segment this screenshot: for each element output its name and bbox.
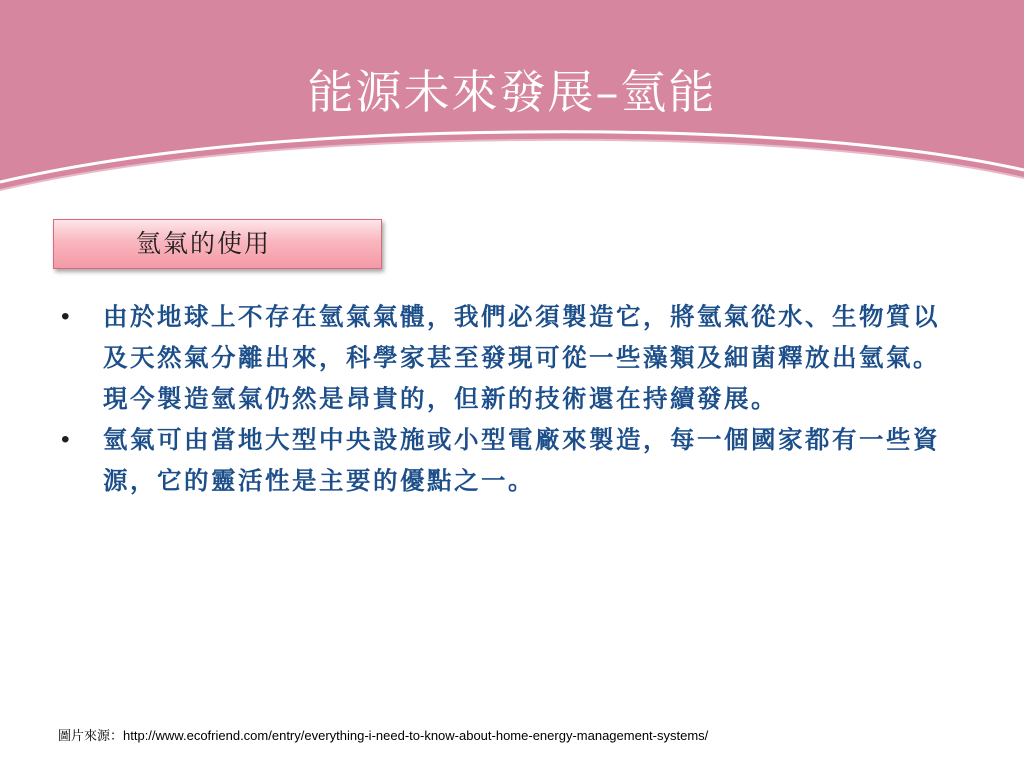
bullet-icon: • <box>61 426 73 453</box>
bullet-text: 氫氣可由當地大型中央設施或小型電廠來製造，每一個國家都有一些資源，它的靈活性是主要的優點之一。 <box>103 425 940 495</box>
bullet-list <box>58 296 964 501</box>
credit-label: 圖片來源： <box>58 729 124 744</box>
section-label-box <box>53 219 382 269</box>
slide-title: 能源未來發展–氫能 <box>307 65 717 119</box>
section-label: 氫氣的使用 <box>136 229 272 258</box>
image-credit <box>58 728 708 745</box>
bullet-icon: • <box>61 303 73 330</box>
credit-url[interactable]: http://www.ecofriend.com/entry/everything-i-need-to-know-about-home-energy-management-systems/ <box>123 728 709 743</box>
bullet-item-production <box>58 296 964 419</box>
bullet-text: 由於地球上不存在氫氣氣體，我們必須製造它，將氫氣從水、生物質以及天然氣分離出來，科學家甚至發現可從一些藻類及細菌釋放出氫氣。現今製造氫氣仍然是昂貴的，但新的技術還在持續發展。 <box>103 302 940 413</box>
bullet-item-flexibility <box>58 419 964 501</box>
